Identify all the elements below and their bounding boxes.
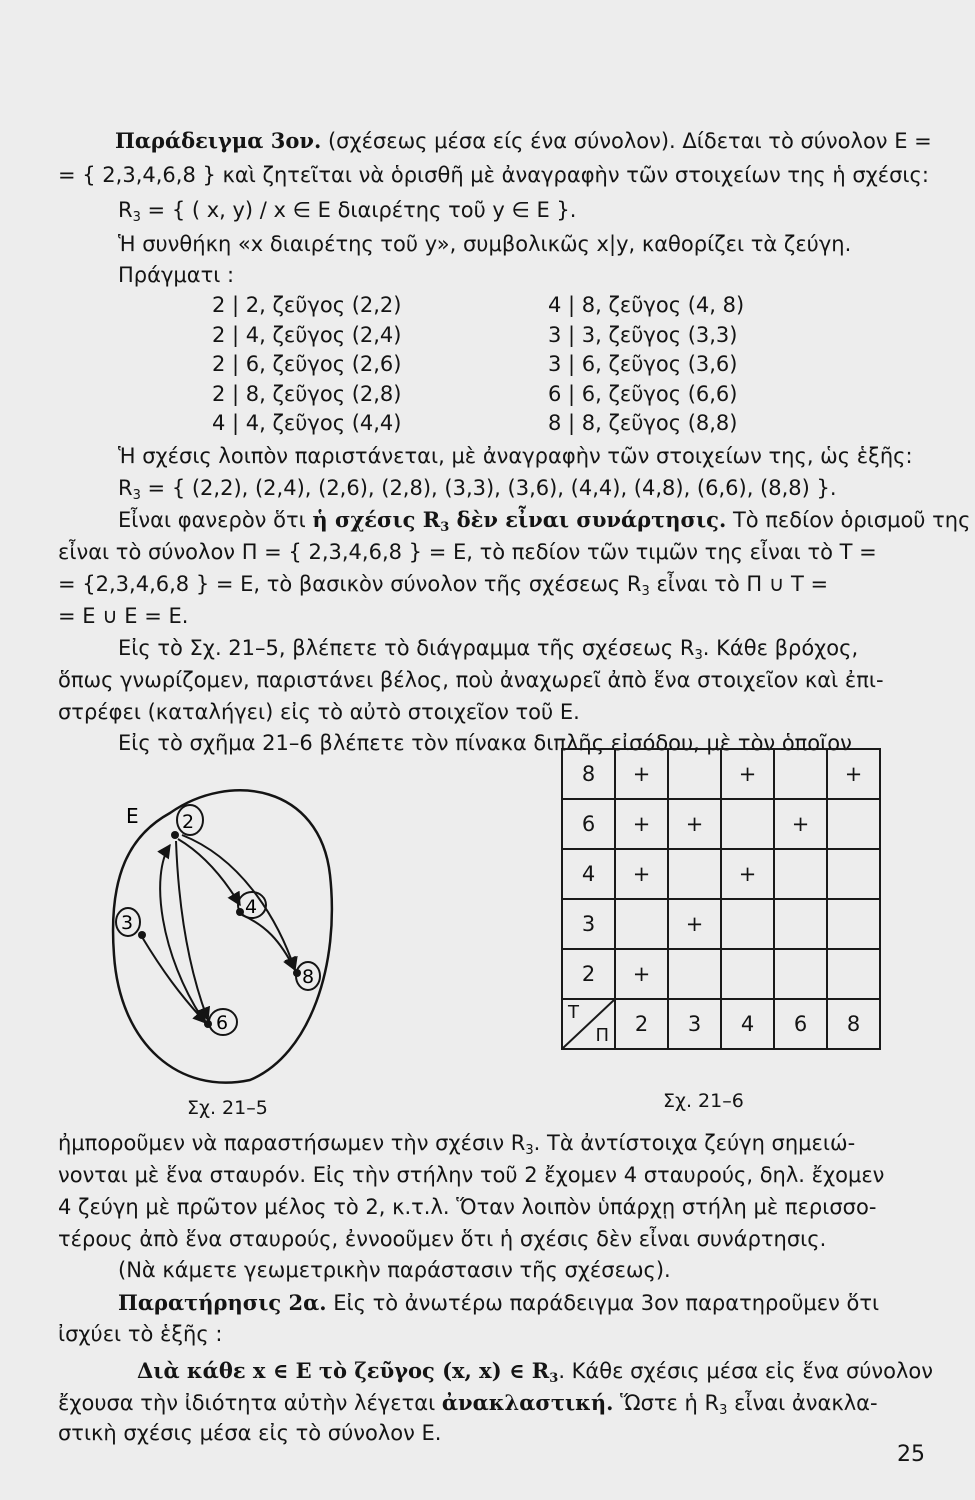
node-2-dot (171, 831, 179, 839)
relation-line-4: εἶναι τὸ σύνολον Π = { 2,3,4,6,8 } = Ε, τὸ πεδίον τῶν τιμῶν της εἶναι τὸ Τ = (58, 540, 877, 564)
row-label: 3 (562, 899, 615, 949)
table-cell (774, 849, 827, 899)
pair-right-3: 3 | 6, ζεῦγος (3,6) (548, 352, 738, 376)
table-cell (774, 749, 827, 799)
double-entry-table (561, 748, 881, 1050)
table-cell: + (615, 799, 668, 849)
table-cell (774, 949, 827, 999)
table-cell (827, 949, 880, 999)
example-line-5: Πράγματι : (118, 263, 235, 287)
row-label: 8 (562, 749, 615, 799)
node-3-label: 3 (121, 912, 134, 934)
example-line-2: = { 2,3,4,6,8 } καὶ ζητεῖται νὰ ὁρισθῆ μὲ ἀναγραφὴν τῶν στοιχείων της ἡ σχέσις: (58, 163, 929, 187)
col-label: 3 (668, 999, 721, 1049)
after-line-5: (Νὰ κάμετε γεωμετρικὴν παράστασιν τῆς σχέσεως). (118, 1258, 671, 1282)
relation-line-1: Ἡ σχέσις λοιπὸν παριστάνεται, μὲ ἀναγραφὴν τῶν στοιχείων της, ὡς ἑξῆς: (118, 444, 913, 468)
table-cell: + (615, 749, 668, 799)
relation-line-6: = Ε ∪ Ε = Ε. (58, 604, 189, 628)
page-number: 25 (897, 1442, 925, 1467)
example-title: Παράδειγμα 3ον. (115, 128, 322, 153)
pair-right-5: 8 | 8, ζεῦγος (8,8) (548, 411, 738, 435)
remark-title: Παρατήρησις 2α. (118, 1290, 327, 1315)
col-label: 2 (615, 999, 668, 1049)
relation-diagram (100, 765, 350, 1095)
after-line-2: νονται μὲ ἕνα σταυρόν. Εἰς τὴν στήλην τοῦ 2 ἔχομεν 4 σταυρούς, δηλ. ἔχομεν (58, 1163, 885, 1187)
table-cell (774, 899, 827, 949)
pair-left-1: 2 | 2, ζεῦγος (2,2) (212, 293, 402, 317)
row-label: 6 (562, 799, 615, 849)
after-line-6: Παρατήρησις 2α. Εἰς τὸ ἀνωτέρω παράδειγμα 3ον παρατηροῦμεν ὅτι (118, 1290, 880, 1315)
relation-line-5: = {2,3,4,6,8 } = Ε, τὸ βασικὸν σύνολον τῆς σχέσεως $R_3$ εἶναι τὸ Π ∪ Τ = (58, 572, 829, 599)
relation-line-3: Εἶναι φανερὸν ὅτι ἡ σχέσις $R_3$ δὲν εἶναι συνάρτησις. Τὸ πεδίον ὁρισμοῦ της (118, 507, 971, 535)
pair-left-3: 2 | 6, ζεῦγος (2,6) (212, 352, 402, 376)
table-cell (721, 899, 774, 949)
after-line-8: Διὰ κάθε x ∈ E τὸ ζεῦγος (x, x) ∈ $R_3$. Κάθε σχέσις μέσα εἰς ἕνα σύνολον (137, 1358, 934, 1386)
relation-line-9: στρέφει (καταλήγει) εἰς τὸ αὐτὸ στοιχεῖον τοῦ Ε. (58, 700, 580, 724)
corner-cell (562, 999, 615, 1049)
col-label: 4 (721, 999, 774, 1049)
node-4-label: 4 (245, 896, 258, 918)
node-3-dot (138, 931, 146, 939)
set-label: E (126, 804, 139, 828)
table-cell (721, 799, 774, 849)
table-cell: + (668, 799, 721, 849)
row-label: 4 (562, 849, 615, 899)
relation-line-7: Εἰς τὸ Σχ. 21–5, βλέπετε τὸ διάγραμμα τῆς σχέσεως $R_3$. Κάθε βρόχος, (118, 636, 859, 663)
table-cell (615, 899, 668, 949)
after-line-7: ἰσχύει τὸ ἑξῆς : (58, 1322, 223, 1346)
table-row (562, 949, 880, 999)
table-cell (668, 849, 721, 899)
after-line-10: στικὴ σχέσις μέσα εἰς τὸ σύνολον Ε. (58, 1421, 442, 1445)
table-cell: + (774, 799, 827, 849)
table-cell (668, 749, 721, 799)
node-8-label: 8 (302, 966, 315, 988)
after-line-4: τέρους ἀπὸ ἕνα σταυρούς, ἐννοοῦμεν ὅτι ἡ σχέσις δὲν εἶναι συνάρτησις. (58, 1227, 827, 1251)
table-cell: + (827, 749, 880, 799)
pair-left-2: 2 | 4, ζεῦγος (2,4) (212, 323, 402, 347)
table-row (562, 899, 880, 949)
table-row (562, 749, 880, 799)
relation-line-8: ὅπως γνωρίζομεν, παριστάνει βέλος, ποὺ ἀναχωρεῖ ἀπὸ ἕνα στοιχεῖον καὶ ἐπι- (58, 668, 884, 692)
pair-right-1: 4 | 8, ζεῦγος (4, 8) (548, 293, 745, 317)
pair-right-4: 6 | 6, ζεῦγος (6,6) (548, 382, 738, 406)
edge-4-8 (242, 915, 295, 970)
table-cell: + (721, 749, 774, 799)
example-line-1: Παράδειγμα 3ον. (σχέσεως μέσα είς ένα σύνολον). Δίδεται τὸ σύνολον Ε = (115, 128, 932, 153)
pair-left-5: 4 | 4, ζεῦγος (4,4) (212, 411, 402, 435)
table-cell: + (615, 949, 668, 999)
after-line-3: 4 ζεύγη μὲ πρῶτον μέλος τὸ 2, κ.τ.λ. Ὅταν λοιπὸν ὑπάρχῃ στήλη μὲ περισσο- (58, 1195, 877, 1219)
table-cell: + (615, 849, 668, 899)
table-cell: + (721, 849, 774, 899)
table-cell (668, 949, 721, 999)
table-row (562, 849, 880, 899)
corner-bottom-label: Π (595, 1025, 609, 1046)
example-line-4: Ἡ συνθήκη «x διαιρέτης τοῦ y», συμβολικῶς x|y, καθορίζει τὰ ζεύγη. (118, 232, 852, 256)
node-6-label: 6 (216, 1012, 229, 1034)
set-boundary (113, 790, 332, 1082)
pair-left-4: 2 | 8, ζεῦγος (2,8) (212, 382, 402, 406)
col-label: 6 (774, 999, 827, 1049)
table-cell (827, 899, 880, 949)
relation-line-2: $R_3$ = { (2,2), (2,4), (2,6), (2,8), (3,3), (3,6), (4,4), (4,8), (6,6), (8,8) }. (118, 476, 837, 503)
row-label: 2 (562, 949, 615, 999)
col-label: 8 (827, 999, 880, 1049)
figure-21-6-caption: Σχ. 21–6 (663, 1090, 744, 1112)
table-row (562, 999, 880, 1049)
corner-top-label: T (568, 1002, 579, 1023)
example-line-3: $R_3$ = { ( x, y) / x ∈ E διαιρέτης τοῦ y ∈ E }. (118, 198, 577, 225)
figure-21-5-caption: Σχ. 21–5 (187, 1097, 268, 1119)
node-2-label: 2 (182, 811, 195, 833)
table-row (562, 799, 880, 849)
pair-right-2: 3 | 3, ζεῦγος (3,3) (548, 323, 738, 347)
table-cell (827, 799, 880, 849)
table-cell (721, 949, 774, 999)
after-line-1: ἠμποροῦμεν νὰ παραστήσωμεν τὴν σχέσιν $R_3$. Τὰ ἀντίστοιχα ζεύγη σημειώ- (58, 1131, 856, 1158)
table-cell (827, 849, 880, 899)
after-line-9: ἔχουσα τὴν ἰδιότητα αὐτὴν λέγεται ἀνακλαστική. Ὥστε ἡ $R_3$ εἶναι ἀνακλα- (58, 1390, 878, 1418)
table-cell: + (668, 899, 721, 949)
relation-line-10: Εἰς τὸ σχῆμα 21–6 βλέπετε τὸν πίνακα διπλῆς εἰσόδου, μὲ τὸν ὁποῖον (118, 731, 852, 755)
